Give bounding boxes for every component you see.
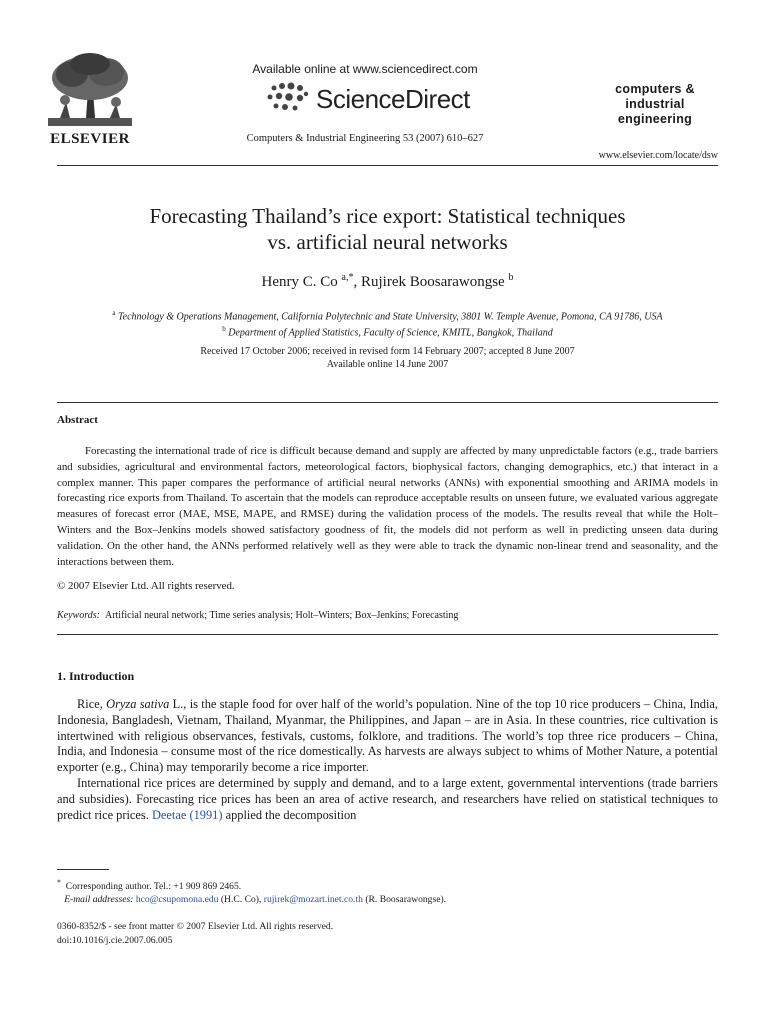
abstract-bottom-divider [57, 634, 718, 635]
author-boosarawongse-affil-mark[interactable]: b [508, 272, 514, 283]
article-title [57, 203, 718, 255]
email-link-co[interactable]: hco@csupomona.edu [135, 894, 219, 906]
author-co: Henry C. Co [261, 274, 338, 290]
author-co-affil-mark[interactable]: a,* [341, 272, 354, 283]
author-list [57, 272, 718, 291]
species-name: Oryza sativa [106, 697, 170, 711]
keywords-label: Keywords: [57, 610, 100, 621]
journal-citation: Computers & Industrial Engineering 53 (2007) 610–627 [246, 133, 484, 144]
affiliation-a-text: Technology & Operations Management, California Polytechnic and State University, 3801 W. Temple Avenue, Pomona, CA 91786, USA [118, 311, 663, 323]
issn-line: 0360-8352/$ - see front matter © 2007 Elsevier Ltd. All rights reserved. [57, 921, 334, 932]
article-title-line-1: Forecasting Thailand’s rice export: Statistical techniques [149, 204, 626, 228]
journal-title-logo [580, 82, 730, 127]
affiliation-a [57, 307, 718, 323]
journal-title-line-3: engineering [617, 112, 693, 126]
footnote-mark: * [57, 878, 61, 887]
journal-url-link[interactable]: www.elsevier.com/locate/dsw [598, 150, 718, 161]
footnotes [57, 876, 718, 906]
received-dates: Received 17 October 2006; received in revised form 14 February 2007; accepted 8 June 2007 [200, 346, 575, 357]
abstract-heading: Abstract [57, 414, 98, 426]
intro-paragraph-2 [57, 776, 718, 823]
article-dates [57, 345, 718, 371]
corresponding-author-text: Corresponding author. Tel.: +1 909 869 2465. [65, 881, 242, 893]
abstract-body-text: Forecasting the international trade of rice is difficult because demand and supply are affected by many unpredictable factors (e.g., trade barriers and subsidies, agricultural and environmental factors, meteorological factors, biophysical factors, changing demographics, etc.) that interact in a complex manner. This paper compares the performance of artificial neural networks (ANNs) with exponential smoothing and ARIMA models in forecasting rice exports from Thailand. To ascertain that the models can reproduce acceptable results on unseen future, we evaluated various aggregate measures of forecast error (MAE, MSE, MAPE, and RMSE) during the validation process of the models. The results reveal that while the Holt–Winters and the Box–Jenkins models showed satisfactory goodness of fit, the models did not perform as well in predicting unseen data during validation. On the other hand, the ANNs performed relatively well as they were able to track the dynamic non-linear trend and seasonality, and the interactions between them. [57, 445, 718, 568]
email-owner-co: (H.C. Co), [218, 894, 264, 906]
abstract-copyright: © 2007 Elsevier Ltd. All rights reserved. [57, 580, 235, 592]
email-link-boosarawongse[interactable]: rujirek@mozart.inet.co.th [263, 894, 363, 906]
intro-p1-rest: L., is the staple food for over half of the world’s population. Nine of the top 10 rice producers – China, India, Indonesia, Bangladesh, Vietnam, Thailand, Myanmar, the Philippines, and Japan – are in Asia. In these countries, rice cultivation is intertwined with religious observances, festivals, customs, folklore, and traditions. The world’s top three rice producers – China, India, and Indonesia – consume most of the rice domestically. As harvests are always subject to whims of Mother Nature, a potential exporter (e.g., China) may temporarily become a rice importer. [57, 697, 719, 775]
footnote-emails [57, 893, 718, 906]
sciencedirect-wordmark[interactable]: ScienceDirect [316, 84, 470, 114]
citation-link-deetae[interactable]: Deetae (1991) [151, 807, 223, 822]
section-heading-introduction: 1. Introduction [57, 669, 135, 683]
affiliations [57, 307, 718, 340]
header-divider [57, 165, 718, 166]
page-footer [57, 920, 718, 948]
available-online-note[interactable]: Available online at www.sciencedirect.com [252, 62, 478, 76]
journal-title-line-1: computers & [615, 82, 695, 96]
intro-p2-start: International rice prices are determined by supply and demand, and to a large extent, governmental interventions (trade barriers and subsidies). Forecasting rice prices has been an area of active research, and researchers have relied on statistical techniques to predict rice prices. [57, 775, 718, 822]
keywords [57, 610, 718, 621]
intro-p1-start: Rice, [77, 697, 107, 711]
footnote-rule [57, 869, 109, 870]
email-owner-boosarawongse: (R. Boosarawongse). [362, 894, 447, 906]
article-title-line-2: vs. artificial neural networks [267, 230, 508, 254]
intro-p2-rest: applied the decomposition [222, 807, 357, 822]
abstract-text [57, 444, 718, 570]
affiliation-b-text: Department of Applied Statistics, Faculty of Science, KMITL, Bangkok, Thailand [228, 327, 553, 339]
doi-line[interactable]: doi:10.1016/j.cie.2007.06.005 [57, 935, 173, 946]
footnote-corresponding [57, 876, 718, 893]
journal-title-line-2: industrial [625, 97, 685, 111]
affiliation-b-mark: b [222, 325, 226, 334]
author-separator: , [353, 274, 361, 290]
abstract-top-divider [57, 402, 718, 403]
affiliation-a-mark: a [112, 309, 116, 317]
email-label: E-mail addresses: [64, 894, 134, 906]
keywords-text: Artificial neural network; Time series analysis; Holt–Winters; Box–Jenkins; Forecasting [104, 610, 459, 621]
affiliation-b [57, 323, 718, 339]
publisher-name: ELSEVIER [50, 131, 130, 147]
available-online-date: Available online 14 June 2007 [326, 359, 449, 370]
introduction-body [57, 697, 718, 823]
intro-paragraph-1 [57, 697, 718, 776]
author-boosarawongse: Rujirek Boosarawongse [360, 274, 505, 290]
